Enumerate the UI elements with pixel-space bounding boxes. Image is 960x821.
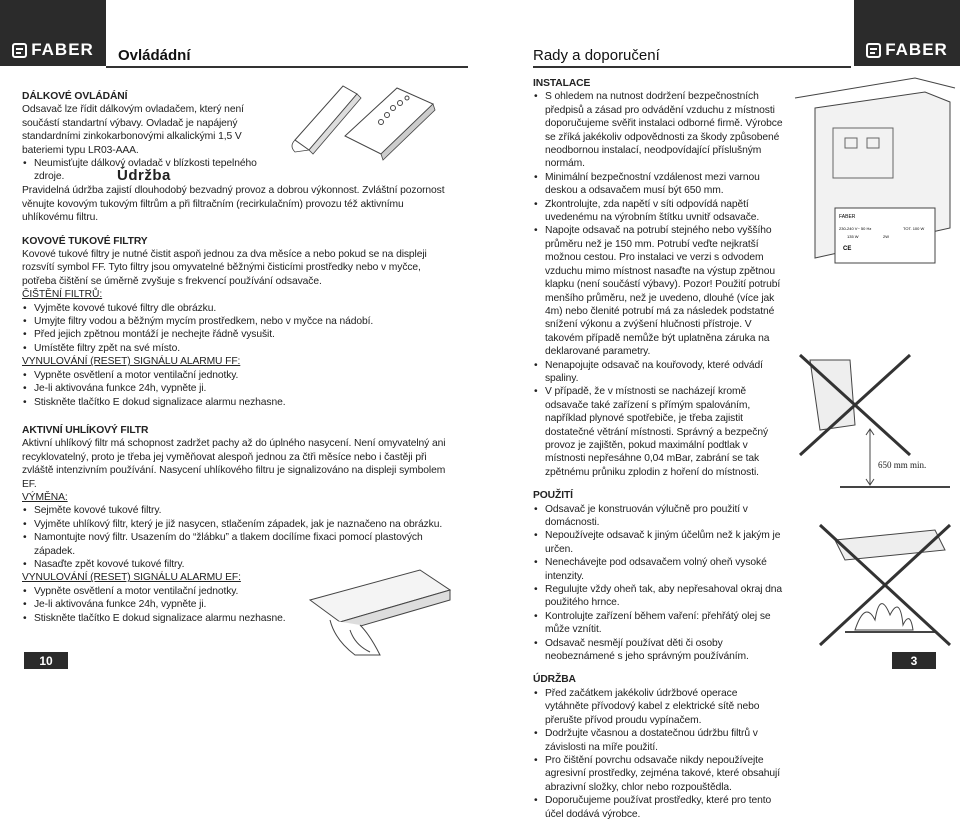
list-item: • Nenechávejte pod odsavačem volný oheň vysoké intenzity. [533, 556, 783, 583]
right-page-title: Rady a doporučení [533, 47, 660, 64]
list-item: • Sejměte kovové tukové filtry. [22, 504, 452, 517]
distance-label: 650 mm min. [878, 460, 927, 470]
metal-filter-heading: KOVOVÉ TUKOVÉ FILTRY [22, 235, 148, 247]
reset-ef-label: VYNULOVÁNÍ (RESET) SIGNÁLU ALARMU EF: [22, 572, 241, 584]
remote-heading: DÁLKOVÉ OVLÁDÁNÍ [22, 91, 128, 102]
list-item: • Vypněte osvětlení a motor ventilační jednotky. [22, 369, 452, 382]
page-number-right: 3 [892, 652, 936, 669]
rating-plate-illustration [795, 78, 955, 278]
advice-section [533, 77, 783, 821]
reset-ff-label: VYNULOVÁNÍ (RESET) SIGNÁLU ALARMU FF: [22, 356, 241, 368]
list-item: • Nenapojujte odsavač na kouřovody, které odvádí spaliny. [533, 359, 783, 386]
maintenance-intro: Pravidelná údržba zajistí dlouhodobý bezvadný provoz a dobrou výkonnost. Zvláštní pozornost věnujte kovovým tukovým filtrům a při filtračním (recirkulačním) provozu též aktivnímu uhlíkovému filtru. [22, 185, 445, 224]
usage-heading: POUŽITÍ [533, 490, 573, 502]
list-item: • Regulujte vždy oheň tak, aby nepřesahoval okraj dna použitého hrnce. [533, 583, 783, 610]
list-item: • Stiskněte tlačítko E dokud signalizace alarmu nezhasne. [22, 612, 452, 625]
faber-logo-left: FABER [0, 0, 106, 66]
care-heading: ÚDRŽBA [533, 674, 576, 686]
faber-logo-right: FABER [854, 0, 960, 66]
metal-filter-text: Kovové tukové filtry je nutné čistit aspoň jednou za dva měsíce a nebo pokud se na displeji rozsvítí symbol FF. Tyto filtry jsou omyvatelné běžnými čisticími prostředky nebo v myčce, potřeba čištění se úměrně zvyšuje s frekvencí používání odsavače. [22, 249, 427, 287]
remote-control-illustration [285, 78, 465, 173]
header-rule-left [106, 66, 468, 68]
list-item: • Namontujte nový filtr. Usazením do “žlábku” a tlakem docílíme fixaci pomocí plastových západek. [22, 531, 452, 558]
maintenance-section [22, 169, 452, 625]
plate-voltage: 230-240 V~ 50 Hz [839, 226, 872, 231]
list-item: • Vypněte osvětlení a motor ventilační jednotky. [22, 585, 452, 598]
list-item: • Pro čištění povrchu odsavače nikdy nepoužívejte agresivní prostředky, zejména takové, které obsahují abrazivní složky, chlor nebo rozpouštědla. [533, 754, 783, 794]
list-item: • V případě, že v místnosti se nacházejí kromě odsavače také zařízení s přímým spalováním, například plynové spotřebiče, je třeba zajistit dostatečné větrání místnosti. Správný a bezpečný provoz je zajištěn, pokud maximální podtlak v místnosti nepřesáhne 0,04 mBar, zabrání se tak zpětnému průniku zplodin z hoření do místnosti. [533, 385, 783, 479]
plate-brand: FABER [839, 214, 856, 220]
faber-mark-icon [866, 43, 881, 58]
list-item: • Před začátkem jakékoliv údržbové operace vytáhněte přívodový kabel z elektrické sítě nebo přerušte přívod proudu vypínačem. [533, 687, 783, 727]
list-item: • Kontrolujte zařízení během vaření: přehřátý olej se může vznítit. [533, 610, 783, 637]
list-item: • Doporučujeme používat prostředky, které pro tento účel dodává výrobce. [533, 794, 783, 821]
maintenance-title: Údržba [117, 167, 171, 184]
list-item: • Vyjměte uhlíkový filtr, který je již nasycen, stlačením západek, jak je naznačeno na obrázku. [22, 518, 452, 531]
plate-ce: CE [843, 246, 852, 252]
page-number-left: 10 [24, 652, 68, 669]
fire-warning-illustration [815, 520, 955, 650]
remote-bullet: • Neumisťujte dálkový ovladač v blízkosti tepelného zdroje. [22, 157, 280, 184]
list-item: • Napojte odsavač na potrubí stejného nebo vyššího průměru než je 150 mm. Potrubí veďte nejkratší možnou cestou. Pro instalaci ve verzi s odvodem vzduchu mimo místnost nasaďte na výstup zpětnou klapku (není součástí výbavy). Pozor! Použití potrubí menšího průměru, než je uvedeno, dlouhé (více jak 4m) nebo členité potrubí má za následek podstatné snížení výkonu a zvýšení hlučnosti přístroje. V takovém případě nemůže být uplatněna záruka na deklarované parametry. [533, 224, 783, 358]
install-heading: INSTALACE [533, 78, 591, 89]
list-item: • Nepoužívejte odsavač k jiným účelům než k jakým je určen. [533, 529, 783, 556]
faber-mark-icon [12, 43, 27, 58]
list-item: • Je-li aktivována funkce 24h, vypněte ji. [22, 382, 452, 395]
list-item: • S ohledem na nutnost dodržení bezpečnostních předpisů a zásad pro odvádění vzduchu z místnosti doporučujeme svěřit instalaci odborné firmě. Výrobce se zříká jakékoliv odpovědnosti za škody způsobené neodbornou instalací, neodpovídající příslušným normám. [533, 90, 783, 170]
plate-total: TOT. 100 W [903, 226, 925, 231]
list-item: • Odsavač je konstruován výlučně pro použití v domácnosti. [533, 503, 783, 530]
header-rule-right [533, 66, 851, 68]
replace-label: VÝMĚNA: [22, 491, 68, 503]
list-item: • Nasaďte zpět kovové tukové filtry. [22, 558, 452, 571]
plate-motor: 135 W [847, 234, 859, 239]
carbon-filter-text: Aktivní uhlíkový filtr má schopnost zadržet pachy až do úplného nasycení. Není omyvatelný ani recyklovatelný, proto je třeba jej vyměňovat alespoň jednou za čtři měsíce nebo i častěji při zvláště intenzivním používání. Nasycení uhlíkového filtru je signalizováno na displeji symbolem EF. [22, 438, 446, 490]
distance-illustration [800, 355, 955, 495]
list-item: • Dodržujte včasnou a dostatečnou údržbu filtrů v závislosti na míře použití. [533, 727, 783, 754]
list-item: • Před jejich zpětnou montáží je nechejte řádně vysušit. [22, 328, 452, 341]
list-item: • Je-li aktivována funkce 24h, vypněte ji. [22, 598, 452, 611]
remote-text: Odsavač lze řídit dálkovým ovladačem, který není součástí standartní výbavy. Ovladač je napájený standardními zinkokarbonovými alkalickými 1,5 V bateriemi typu LR03-AAA. [22, 104, 244, 156]
list-item: • Odsavač nesmějí používat děti či osoby neobeznámené s jeho správným používáním. [533, 637, 783, 664]
plate-light: 2W [883, 234, 889, 239]
list-item: • Umístěte filtry zpět na své místo. [22, 342, 452, 355]
list-item: • Zkontrolujte, zda napětí v síti odpovídá napětí uvedenému na výrobním štítku uvnitř odsavače. [533, 198, 783, 225]
list-item: • Umyjte filtry vodou a běžným mycím prostředkem, nebo v myčce na nádobí. [22, 315, 452, 328]
carbon-filter-heading: AKTIVNÍ UHLÍKOVÝ FILTR [22, 424, 149, 436]
list-item: • Stiskněte tlačítko E dokud signalizace alarmu nezhasne. [22, 396, 452, 409]
filter-removal-illustration [300, 560, 460, 660]
list-item: • Minimální bezpečnostní vzdálenost mezi varnou deskou a odsavačem musí být 650 mm. [533, 171, 783, 198]
left-page-title: Ovládádní [118, 47, 191, 64]
list-item: • Vyjměte kovové tukové filtry dle obrázku. [22, 302, 452, 315]
clean-label: ČIŠTĚNÍ FILTRŮ: [22, 289, 103, 301]
